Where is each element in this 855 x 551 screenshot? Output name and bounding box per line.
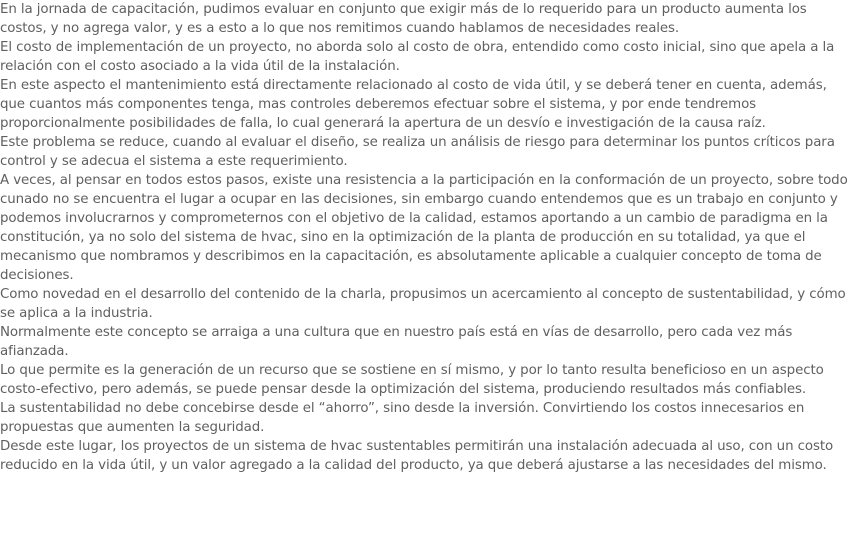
paragraph-investment: La sustentabilidad no debe concebirse desde el “ahorro”, sino desde la inversión. Convirtiendo los costos innecesarios en propuestas que aumenten la seguridad. (0, 401, 805, 435)
paragraph-sustainability-intro: Como novedad en el desarrollo del contenido de la charla, propusimos un acercamiento al concepto de sustentabilidad, y cómo se aplica a la industria. (0, 287, 846, 321)
paragraph-implementation-cost: El costo de implementación de un proyecto, no aborda solo al costo de obra, entendido como costo inicial, sino que apela a la relación con el costo asociado a la vida útil de la instalación. (0, 40, 835, 74)
paragraph-hvac-projects: Desde este lugar, los proyectos de un sistema de hvac sustentables permitirán una instalación adecuada al uso, con un costo reducido en la vida útil, y un valor agregado a la calidad del producto, ya que deberá ajustarse a las necesidades del mismo. (0, 439, 834, 473)
paragraph-needs: En la jornada de capacitación, pudimos evaluar en conjunto que exigir más de lo requerido para un producto aumenta los costos, y no agrega valor, y es a esto a lo que nos remitimos cuando hablamos de necesidades reales. (0, 2, 807, 36)
paragraph-risk-analysis: Este problema se reduce, cuando al evaluar el diseño, se realiza un análisis de riesgo para determinar los puntos críticos para control y se adecua el sistema a este requerimiento. (0, 135, 835, 169)
paragraph-resource: Lo que permite es la generación de un recurso que se sostiene en sí mismo, y por lo tanto resulta beneficioso en un aspecto costo-efectivo, pero además, se puede pensar desde la optimización del sistema, produciendo resultados más confiables. (0, 363, 824, 397)
paragraph-participation: A veces, al pensar en todos estos pasos, existe una resistencia a la participación en la conformación de un proyecto, sobre todo cunado no se encuentra el lugar a ocupar en las decisiones, sin embargo cuando entendemos que es un trabajo en conjunto y podemos involucrarnos y comprometernos con el objetivo de la calidad, estamos aportando a un cambio de paradigma en la constitución, ya no solo del sistema de hvac, sino en la optimización de la planta de producción en su totalidad, ya que el mecanismo que nombramos y describimos en la capacitación, es absolutamente aplicable a cualquier concepto de toma de decisiones. (0, 173, 848, 283)
paragraph-maintenance: En este aspecto el mantenimiento está directamente relacionado al costo de vida útil, y se deberá tener en cuenta, además, que cuantos más componentes tenga, mas controles deberemos efectuar sobre el sistema, y por ende tendremos proporcionalmente posibilidades de falla, lo cual generará la apertura de un desvío e investigación de la causa raíz. (0, 78, 827, 131)
paragraph-culture: Normalmente este concepto se arraiga a una cultura que en nuestro país está en vías de desarrollo, pero cada vez más afianzada. (0, 325, 793, 359)
